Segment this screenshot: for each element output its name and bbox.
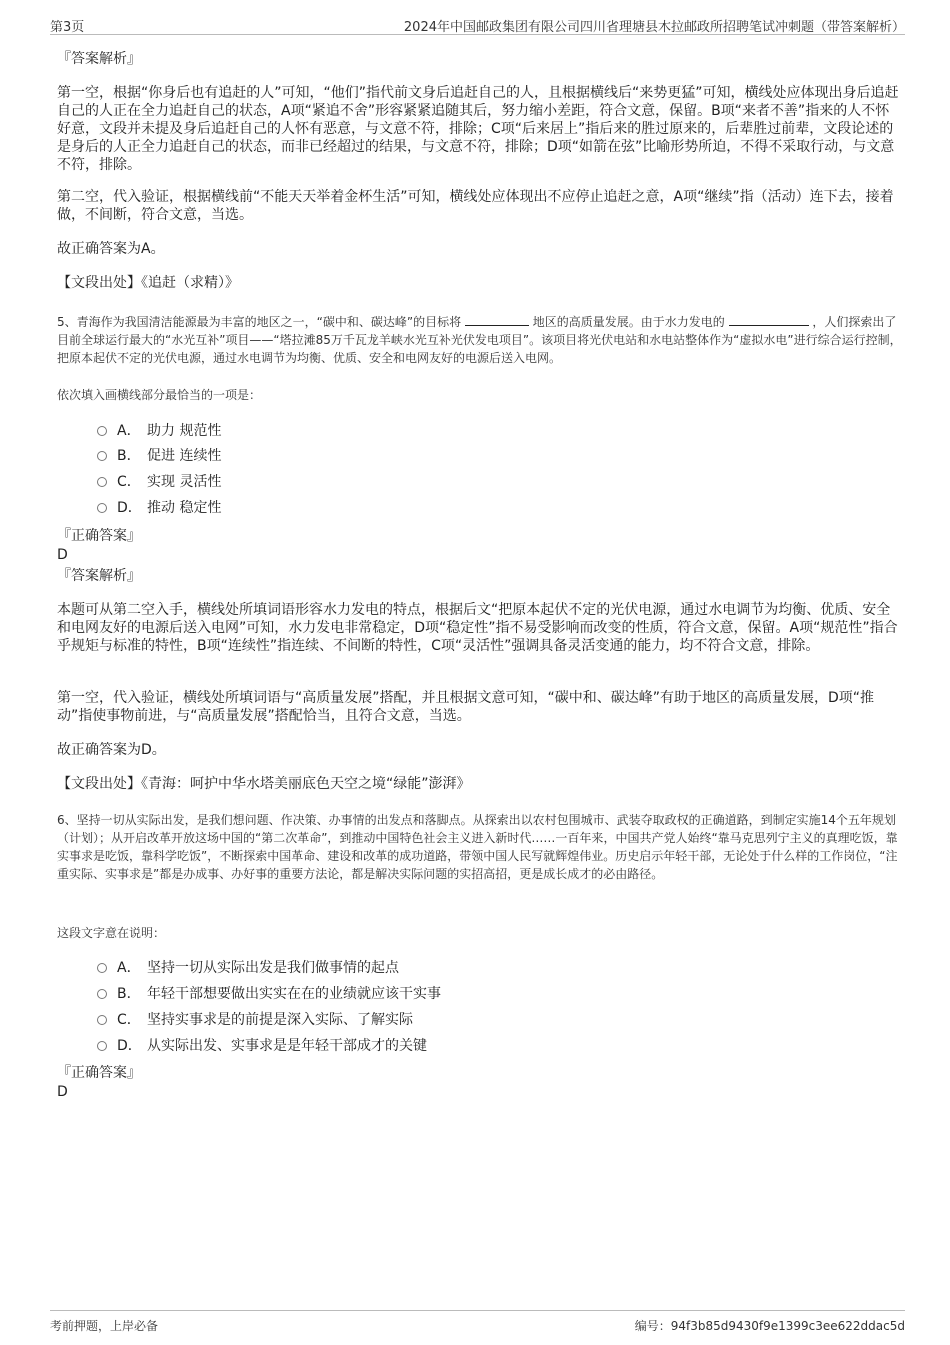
q6-option-c[interactable]: C． 坚持实事求是的前提是深入实际、了解实际: [97, 1011, 413, 1029]
q5-blank-2: [729, 313, 809, 326]
q5-prompt: 依次填入画横线部分最恰当的一项是：: [57, 388, 262, 402]
document-code: 编号：94f3b85d9430f9e1399c3ee622ddac5d: [634, 1319, 905, 1333]
q5-stem-part-a: 5、青海作为我国清洁能源最为丰富的地区之一，“碳中和、碳达峰”的目标将: [57, 315, 462, 329]
q5-analysis-p1: 本题可从第二空入手，横线处所填词语形容水力发电的特点，根据后文“把原本起伏不定的光伏电源，通过水电调节为均衡、优质、安全和电网友好的电源后送入电网”可知，水力发电非常稳定，D项“稳定性”指不易受影响而改变的性质，符合文意，保留。A项“规范性”指合乎规矩与标准的特性，B项“连续性”指连续、不间断的特性，C项“灵活性”强调具备灵活变通的能力，均不符合文意，排除。: [57, 602, 898, 654]
radio-icon[interactable]: [97, 477, 107, 487]
q5-answer: D: [57, 547, 68, 563]
q6-stem: 6、坚持一切从实际出发，是我们想问题、作决策、办事情的出发点和落脚点。从探索出以农村包围城市、武装夺取政权的正确道路，到制定实施14个五年规划（计划）；从开启改革开放这场中国的“第二次革命”，到推动中国特色社会主义进入新时代……一百年来，中国共产党人始终“靠马克思列宁主义的真理吃饭，靠实事求是吃饭，靠科学吃饭”，不断探索中国革命、建设和改革的成功道路，带领中国人民写就辉煌伟业。历史启示年轻干部，无论处于什么样的工作岗位，“注重实际、实事求是”都是办成事、办好事的重要方法论，都是解决实际问题的实招高招，更是成长成才的必由路径。: [57, 813, 898, 881]
radio-icon[interactable]: [97, 963, 107, 973]
q6-answer-label: 『正确答案』: [57, 1065, 141, 1081]
q5-option-c[interactable]: C． 实现 灵活性: [97, 473, 221, 491]
q4-source: 【文段出处】《追赶（求精）》: [57, 275, 239, 291]
q4-conclusion: 故正确答案为A。: [57, 241, 165, 257]
q4-analysis-label: 『答案解析』: [57, 51, 141, 67]
radio-icon[interactable]: [97, 451, 107, 461]
page-footer: [50, 1310, 905, 1333]
footer-slogan: 考前押题，上岸必备: [50, 1319, 159, 1333]
q6-option-a[interactable]: A． 坚持一切从实际出发是我们做事情的起点: [97, 959, 399, 977]
radio-icon[interactable]: [97, 1041, 107, 1051]
q5-option-b[interactable]: B． 促进 连续性: [97, 447, 221, 465]
q5-stem: [57, 313, 902, 367]
radio-icon[interactable]: [97, 1015, 107, 1025]
q6-option-d[interactable]: D． 从实际出发、实事求是是年轻干部成才的关键: [97, 1037, 427, 1055]
document-title: 2024年中国邮政集团有限公司四川省理塘县木拉邮政所招聘笔试冲刺题（带答案解析）: [403, 20, 905, 35]
q5-stem-part-c: ，人们探索出了目前全球运行最大的“水光互补”项目——“塔拉滩85万千瓦龙羊峡水光互补光伏发电项目”。该项目将光伏电站和水电站整体作为“虚拟水电”进行综合运行控制，把原本起伏不定的光伏电源，通过水电调节为均衡、优质、安全和电网友好的电源后送入电网。: [57, 315, 902, 365]
radio-icon[interactable]: [97, 426, 107, 436]
q4-analysis-p2: 第二空，代入验证，根据横线前“不能天天举着金杯生活”可知，横线处应体现出不应停止追赶之意，A项“继续”指（活动）连下去，接着做，不间断，符合文意，当选。: [57, 189, 894, 223]
radio-icon[interactable]: [97, 989, 107, 999]
q5-source: 【文段出处】《青海：呵护中华水塔美丽底色天空之境“绿能”澎湃》: [57, 776, 471, 792]
q5-analysis-p2: 第一空，代入验证，横线处所填词语与“高质量发展”搭配，并且根据文意可知，“碳中和、碳达峰”有助于地区的高质量发展，D项“推动”指使事物前进，与“高质量发展”搭配恰当，且符合文意，当选。: [57, 690, 875, 724]
q5-conclusion: 故正确答案为D。: [57, 742, 166, 758]
q6-prompt: 这段文字意在说明：: [57, 926, 166, 940]
page-number: 第3页: [50, 20, 85, 35]
q5-answer-label: 『正确答案』: [57, 528, 141, 544]
radio-icon[interactable]: [97, 503, 107, 513]
q5-blank-1: [465, 313, 529, 326]
q6-option-b[interactable]: B． 年轻干部想要做出实实在在的业绩就应该干实事: [97, 985, 441, 1003]
q5-analysis-label: 『答案解析』: [57, 568, 141, 584]
q5-stem-part-b: 地区的高质量发展。由于水力发电的: [532, 315, 725, 329]
q5-option-d[interactable]: D． 推动 稳定性: [97, 499, 221, 517]
q5-option-a[interactable]: A． 助力 规范性: [97, 422, 221, 440]
page-header: [50, 14, 905, 35]
q6-answer: D: [57, 1084, 68, 1100]
q4-analysis-p1: 第一空，根据“你身后也有追赶的人”可知，“他们”指代前文身后追赶自己的人，且根据横线后“来势更猛”可知，横线处应体现出身后追赶自己的人正在全力追赶自己的状态，A项“紧追不舍”形容紧紧追随其后，努力缩小差距，符合文意，保留。B项“来者不善”指来的人不怀好意，文段并未提及身后追赶自己的人怀有恶意，与文意不符，排除；C项“后来居上”指后来的胜过原来的，后辈胜过前辈，文段论述的是身后的人正全力追赶自己的状态，而非已经超过的结果，与文意不符，排除；D项“如箭在弦”比喻形势所迫，不得不采取行动，与文意不符，排除。: [57, 85, 899, 173]
